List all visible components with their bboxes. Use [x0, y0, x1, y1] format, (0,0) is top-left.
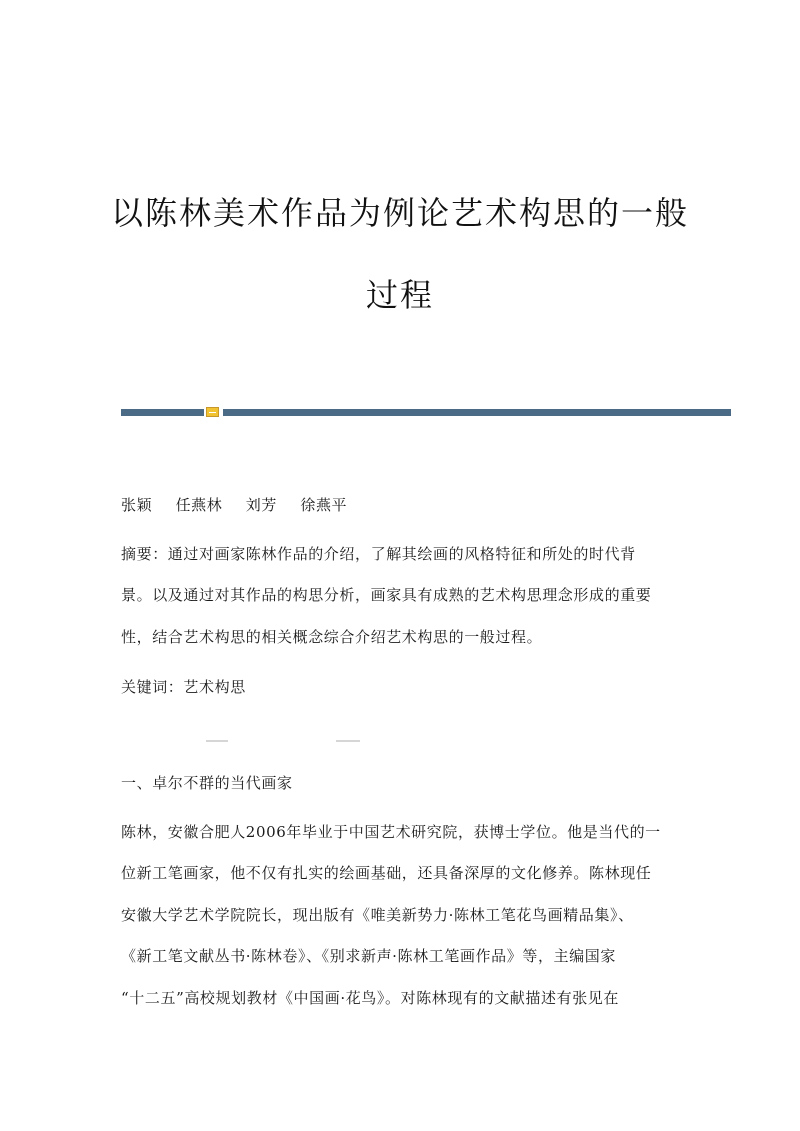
faint-mark: [206, 740, 228, 742]
abstract-line: 景。以及通过对其作品的构思分析，画家具有成熟的艺术构思理念形成的重要: [121, 586, 652, 604]
author-name: 张颖: [121, 496, 153, 514]
faint-mark: [336, 740, 360, 742]
document-title-line-2: 过程: [365, 276, 434, 314]
body-line: 陈林，安徽合肥人2006年毕业于中国艺术研究院，获博士学位。他是当代的一: [121, 823, 661, 841]
body-line: 位新工笔画家，他不仅有扎实的绘画基础，还具备深厚的文化修养。陈林现任: [121, 864, 652, 882]
author-list: [121, 494, 365, 515]
author-name: 徐燕平: [300, 496, 348, 514]
title-rule-right: [223, 409, 731, 416]
document-title-line-1: 以陈林美术作品为例论艺术构思的一般: [110, 194, 689, 232]
author-name: 刘芳: [245, 496, 277, 514]
author-name: 任燕林: [175, 496, 223, 514]
abstract-line: 摘要：通过对画家陈林作品的介绍，了解其绘画的风格特征和所处的时代背: [121, 545, 636, 563]
folder-icon: [206, 407, 219, 417]
keywords: 关键词：艺术构思: [121, 678, 246, 696]
section-heading: 一、卓尔不群的当代画家: [121, 774, 293, 792]
body-line: 《新工笔文献丛书·陈林卷》、《别求新声·陈林工笔画作品》等，主编国家: [121, 947, 616, 965]
body-line: 安徽大学艺术学院院长，现出版有《唯美新势力·陈林工笔花鸟画精品集》、: [121, 906, 634, 924]
abstract-line: 性，结合艺术构思的相关概念综合介绍艺术构思的一般过程。: [121, 628, 543, 646]
title-rule-left: [121, 409, 204, 416]
body-line: “十二五”高校规划教材《中国画·花鸟》。对陈林现有的文献描述有张见在: [121, 989, 620, 1007]
